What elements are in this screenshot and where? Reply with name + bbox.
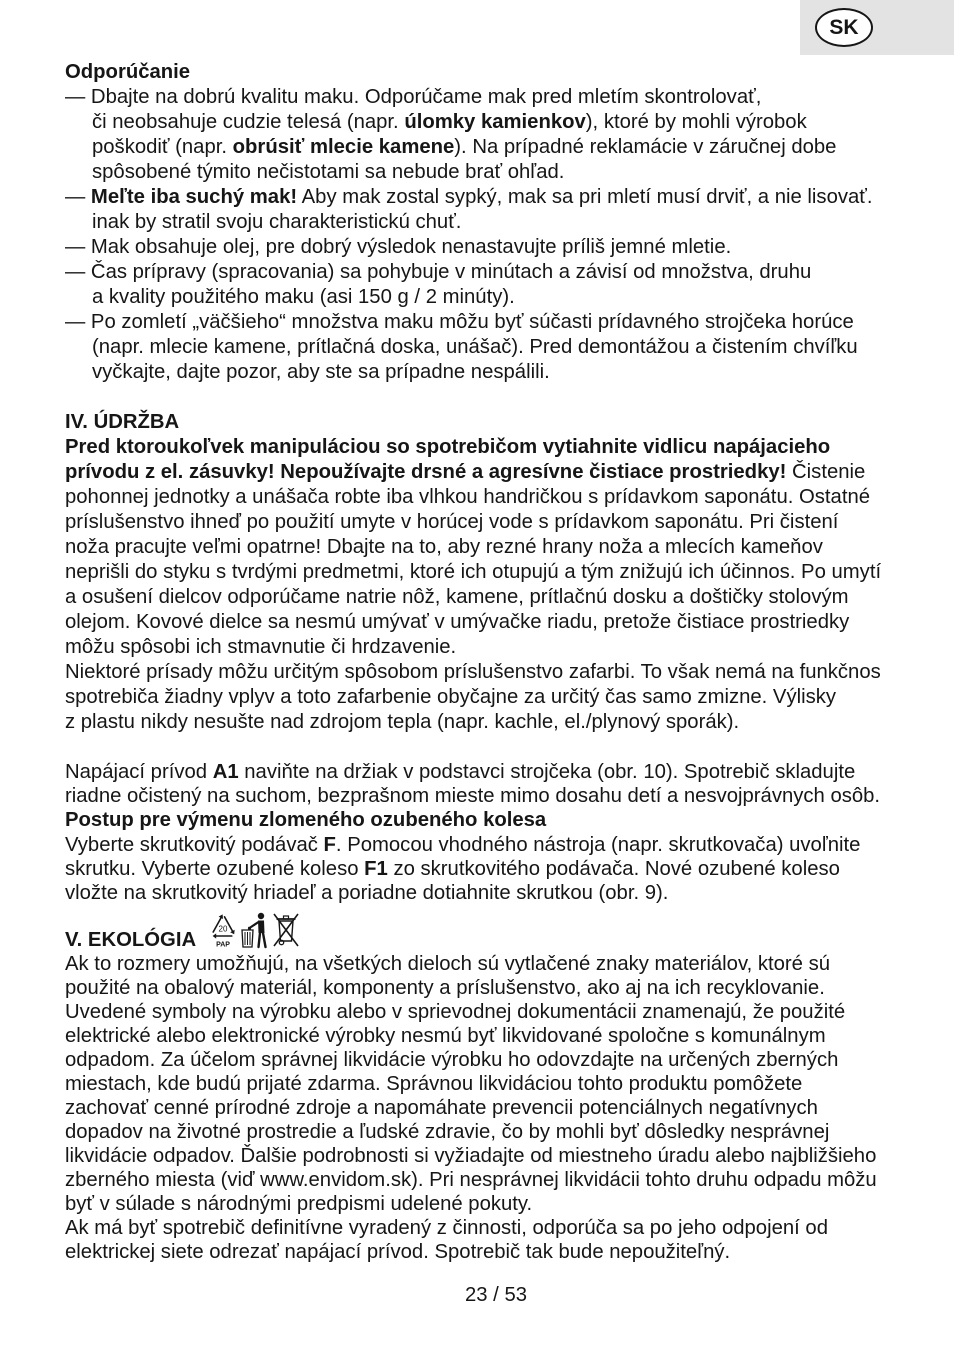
text-span: poškodiť (napr. [92,136,233,158]
text-line: pohonnej jednotky a unášača robte iba vlhkou handričkou s prídavkom saponátu. Ostatné [65,486,871,508]
recycle-paper-icon [208,911,238,949]
text-span: Čistenie [786,461,866,483]
text-line: olejom. Kovové dielce sa nesmú umývať v umývačke riadu, pretože čistiace prostriedky [65,611,850,633]
text-line: vložte na skrutkovitý hriadeľ a poriadne dotiahnite skrutkou (obr. 9). [65,882,669,905]
text-line: a osušení dielcov odporúčame natrie nôž, kamene, prítlačnú dosku a doštičky stolovým [65,586,849,608]
subsection-heading: Postup pre výmenu zlomeného ozubeného kolesa [65,809,547,832]
bold-phrase: úlomky kamienkov [404,111,586,133]
text-line: môžu spôsobi ich stmavnutie či hrdzavenie. [65,636,457,658]
bold-phrase: F [323,833,336,856]
text-line: a kvality použitého maku (asi 150 g / 2 minúty). [92,286,515,308]
recycle-material: PAP [216,941,230,949]
crossed-out-wheelie-bin-icon [271,911,301,949]
text-span: naviňte na držiak v podstavci strojčeka (obr. 10). Spotrebič skladujte [238,761,856,783]
section-heading: IV. ÚDRŽBA [65,411,180,433]
text-line: (napr. mlecie kamene, prítlačná doska, unášač). Pred demontážou a čistením chvíľku [92,336,858,358]
text-line: dopadov na životné prostredie a ľudské zdravie, čo by mohli byť dôsledky nesprávnej [65,1121,830,1143]
text-span: . Pomocou vhodného nástroja (napr. skrutkovača) uvoľnite [335,833,861,856]
text-line: neprišli do styku s tvrdými predmetmi, ktoré ich otupujú a tým znižujú ich účinnos. Po umytí [65,561,882,583]
text-line: miestach, kde budú prijaté zdarma. Správnou likvidáciou tohto produktu pomôžete [65,1073,803,1095]
text-line [65,185,945,210]
text-line: Ak má byť spotrebič definitívne vyradený z činnosti, odporúča sa po jeho odpojení od [65,1217,828,1239]
text-line: použité na obalový materiál, komponenty a príslušenstvo, ako aj na ich recyklovanie. [65,977,825,999]
text-line: vyčkajte, dajte pozor, aby ste sa prípadne nespálili. [92,361,550,383]
text-span: Napájací prívod [65,761,213,783]
text-span: zo skrutkovitého podávača. Nové ozubené koleso [387,857,840,880]
text-line: Uvedené symboly na výrobku alebo v sprievodnej dokumentácii znamenajú, že použité [65,1001,846,1023]
text-line: Niektoré prísady môžu určitým spôsobom príslušenstvo zafarbi. To však nemá na funkčnos [65,661,881,683]
bold-phrase: obrúsiť mlecie kamene [232,136,455,158]
text-line: — Mak obsahuje olej, pre dobrý výsledok nenastavujte príliš jemné mletie. [65,236,732,258]
text-line: spotrebiča žiadny vplyv a toto zafarbenie obyčajne za určitý čas samo zmizne. Výlisky [65,686,837,708]
language-code: SK [829,16,859,39]
text-span: — [65,186,91,208]
bold-phrase: A1 [212,761,239,783]
text-line: byť v súlade s národnými predpismi udelené pokuty. [65,1193,533,1215]
text-span: ). Na prípadné reklamácie v záručnej dobe [454,136,837,158]
text-line: zachovať cenné prírodné zdroje a napomáhate prevencii potenciálnych negatívnych [65,1097,818,1119]
page-number: 23 / 53 [464,1284,528,1306]
section-heading: Odporúčanie [65,61,191,83]
tidyman-icon [240,911,270,949]
text-span: Vyberte skrutkovitý podávač [65,833,324,856]
text-line [65,110,945,135]
bold-phrase: prívodu z el. zásuvky! Nepoužívajte drsné a agresívne čistiace prostriedky! [65,461,787,483]
text-line: odpadom. Za účelom správnej likvidácie výrobku ho odovzdajte na určených zberných [65,1049,839,1071]
ecology-symbols [208,911,303,949]
language-badge [815,8,873,47]
bold-phrase: F1 [364,857,388,880]
text-line: Ak to rozmery umožňujú, na všetkých dieloch sú vytlačené znaky materiálov, ktoré sú [65,953,831,975]
text-line: — Dbajte na dobrú kvalitu maku. Odporúčame mak pred mletím skontrolovať, [65,86,762,108]
maintenance-section [65,410,945,735]
text-line [65,135,945,160]
text-line: elektrickej siete odrezať napájací prívod. Spotrebič tak bude nepoužiteľný. [65,1241,731,1263]
text-line [65,460,945,485]
text-span: skrutku. Vyberte ozubené koleso [65,857,365,880]
text-line: zberného miesta (viď www.envidom.sk). Pri nesprávnej likvidácii tohto druhu odpadu môžu [65,1169,877,1191]
storage-section [65,760,945,905]
text-line: likvidácie odpadov. Ďalšie podrobnosti si vyžiadajte od miestneho úradu alebo najbližšieho [65,1145,877,1167]
text-line: príslušenstvo ihneď po použití umyte v horúcej vode s prídavkom saponátu. Pri čistení [65,511,839,533]
text-line: z plastu nikdy nesušte nad zdrojom tepla (napr. kachle, el./plynový sporák). [65,711,740,733]
text-line [65,760,945,784]
section-heading: V. EKOLÓGIA [65,929,197,951]
bold-phrase: Meľte iba suchý mak! [90,186,298,208]
text-line: spôsobené týmito nečistotami sa nebude brať ohľad. [92,161,565,183]
text-line: — Po zomletí „väčšieho“ množstva maku môžu byť súčasti prídavného strojčeka horúce [65,311,854,333]
text-span: ), ktoré by mohli výrobok [585,111,807,133]
text-line: riadne očistený na suchom, bezprašnom mieste mimo dosahu detí a nesvojprávnych osôb. [65,785,881,808]
text-line [65,857,945,881]
language-tab [800,0,954,55]
ecology-section [65,928,945,1264]
recycle-code: 20 [218,924,228,934]
text-line: — Čas prípravy (spracovania) sa pohybuje v minútach a závisí od množstva, druhu [65,261,812,283]
text-line: inak by stratil svoju charakteristickú chuť. [92,211,462,233]
recommendation-section [65,60,945,385]
warning-line: Pred ktoroukoľvek manipuláciou so spotrebičom vytiahnite vidlicu napájacieho [65,436,831,458]
text-line: elektrické alebo elektronické výrobky nesmú byť likvidované spoločne s komunálnym [65,1025,826,1047]
text-span: či neobsahuje cudzie telesá (napr. [92,111,405,133]
text-line [65,833,945,857]
text-line: noža pracujte veľmi opatrne! Dbajte na to, aby rezné hrany noža a mlecích kameňov [65,536,823,558]
text-span: Aby mak zostal sypký, mak sa pri mletí musí drviť, a nie lisovať. [297,186,873,208]
